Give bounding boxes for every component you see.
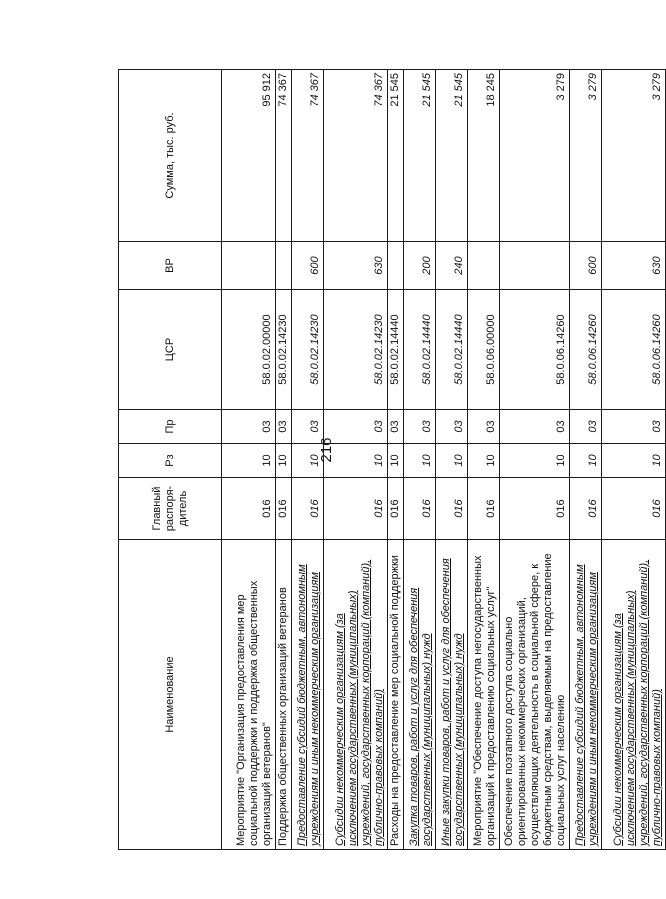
row-sum: 21 545 [404,70,436,242]
table-row [292,70,324,850]
row-vr: 600 [292,242,324,290]
table-row [324,70,388,850]
row-rz: 10 [292,444,324,478]
table-row [468,70,500,850]
row-name: Субсидии некоммерческим организациям (за исключением государственных (муниципальных) учреждений, государственных корпораций (компаний), публично-правовых компаний) [602,540,666,850]
row-pr: 03 [468,410,500,444]
row-grbs: 016 [468,478,500,540]
row-sum: 3 279 [500,70,570,242]
row-rz: 10 [324,444,388,478]
row-name: Обеспечение поэтапного доступа социально ориентированных некоммерческих организаций, осуществляющих деятельность в социальной сфере, к бюджетным средствам, выделяемым на предоставление социальных услуг населению [500,540,570,850]
row-pr: 03 [222,410,276,444]
row-name: Расходы на предоставление мер социальной поддержки [388,540,404,850]
header-name: Наименование [119,540,222,850]
row-csr: 58.0.06.14260 [500,290,570,410]
header-vr: ВР [119,242,222,290]
row-vr: 630 [324,242,388,290]
row-rz: 10 [388,444,404,478]
budget-table [118,69,666,850]
row-name: Предоставление субсидий бюджетным, автономным учреждениям и иным некоммерческим организациям [292,540,324,850]
row-grbs: 016 [436,478,468,540]
row-csr: 58.0.06.00000 [468,290,500,410]
header-grbs: Главный распоря-дитель [119,478,222,540]
row-sum: 3 279 [570,70,602,242]
row-sum: 3 279 [602,70,666,242]
row-grbs: 016 [570,478,602,540]
row-rz: 10 [468,444,500,478]
row-sum: 74 367 [292,70,324,242]
row-vr [388,242,404,290]
row-csr: 58.0.02.14230 [276,290,292,410]
row-pr: 03 [500,410,570,444]
budget-table-wrapper [118,70,663,850]
row-vr [276,242,292,290]
table-row [276,70,292,850]
row-pr: 03 [388,410,404,444]
header-rz: Рз [119,444,222,478]
page-number: 216 [318,437,335,463]
row-sum: 74 367 [324,70,388,242]
row-sum: 18 245 [468,70,500,242]
table-row [500,70,570,850]
row-name: Поддержка общественных организаций ветеранов [276,540,292,850]
row-pr: 03 [436,410,468,444]
row-name: Субсидии некоммерческим организациям (за исключением государственных (муниципальных) учреждений, государственных корпораций (компаний), публично-правовых компаний) [324,540,388,850]
row-csr: 58.0.02.14440 [388,290,404,410]
table-row [222,70,276,850]
table-row [404,70,436,850]
header-sum: Сумма, тыс. руб. [119,70,222,242]
row-name: Предоставление субсидий бюджетным, автономным учреждениям и иным некоммерческим организациям [570,540,602,850]
row-rz: 10 [222,444,276,478]
row-rz: 10 [404,444,436,478]
row-pr: 03 [292,410,324,444]
row-pr: 03 [324,410,388,444]
row-grbs: 016 [276,478,292,540]
row-name: Мероприятие "Обеспечение доступа негосударственных организаций к предоставлению социальных услуг" [468,540,500,850]
table-row [570,70,602,850]
row-rz: 10 [602,444,666,478]
row-sum: 74 367 [276,70,292,242]
row-csr: 58.0.06.14260 [570,290,602,410]
row-sum: 95 912 [222,70,276,242]
row-sum: 21 545 [388,70,404,242]
row-pr: 03 [602,410,666,444]
table-row [602,70,666,850]
row-rz: 10 [500,444,570,478]
row-rz: 10 [436,444,468,478]
row-name: Закупка товаров, работ и услуг для обеспечения государственных (муниципальных) нужд [404,540,436,850]
row-vr: 240 [436,242,468,290]
row-pr: 03 [570,410,602,444]
row-rz: 10 [276,444,292,478]
row-grbs: 016 [388,478,404,540]
row-name: Иные закупки товаров, работ и услуг для обеспечения государственных (муниципальных) нужд [436,540,468,850]
row-vr: 600 [570,242,602,290]
row-vr [468,242,500,290]
table-header-row [119,70,222,850]
row-vr: 200 [404,242,436,290]
row-grbs: 016 [324,478,388,540]
row-csr: 58.0.02.14230 [324,290,388,410]
row-csr: 58.0.02.14230 [292,290,324,410]
row-grbs: 016 [404,478,436,540]
table-row [436,70,468,850]
row-grbs: 016 [292,478,324,540]
row-grbs: 016 [500,478,570,540]
row-rz: 10 [570,444,602,478]
row-vr: 630 [602,242,666,290]
row-vr [500,242,570,290]
row-vr [222,242,276,290]
header-csr: ЦСР [119,290,222,410]
row-grbs: 016 [602,478,666,540]
row-name: Мероприятие "Организация предоставления мер социальной поддержки и поддержка общественных организаций ветеранов" [222,540,276,850]
row-csr: 58.0.02.14440 [404,290,436,410]
row-sum: 21 545 [436,70,468,242]
row-csr: 58.0.06.14260 [602,290,666,410]
row-pr: 03 [276,410,292,444]
row-csr: 58.0.02.00000 [222,290,276,410]
header-pr: Пр [119,410,222,444]
row-grbs: 016 [222,478,276,540]
row-csr: 58.0.02.14440 [436,290,468,410]
row-pr: 03 [404,410,436,444]
table-row [388,70,404,850]
